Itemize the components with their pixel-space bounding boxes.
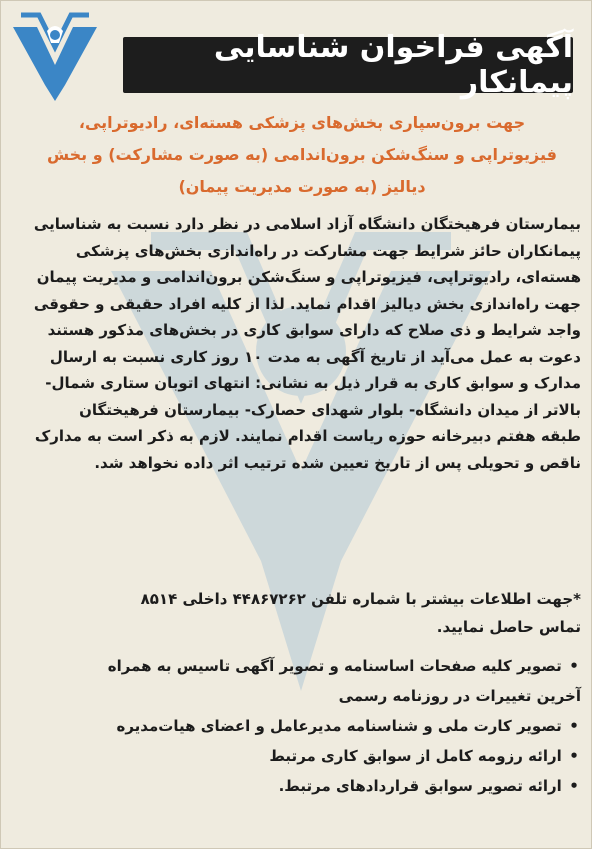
contact-line: تماس حاصل نمایید. [436, 618, 581, 636]
body-line: بیمارستان فرهیختگان دانشگاه آزاد اسلامی در نظر دارد نسبت به شناسایی [33, 215, 581, 233]
bullet-marker: • [569, 717, 579, 735]
bullet-marker: • [569, 747, 579, 765]
title-banner [123, 30, 573, 100]
body-line: بالاتر از میدان دانشگاه- بلوار شهدای حصارک- بیمارستان فرهیختگان [79, 400, 581, 419]
list-item-text: آخرین تغییرات در روزنامه رسمی [338, 687, 581, 705]
list-item [15, 651, 581, 681]
body-line: طبقه هفتم دبیرخانه حوزه ریاست اقدام نمایند. لازم به ذکر است به مدارک [34, 427, 581, 445]
body-line: ناقص و تحویلی پس از تاریخ تعیین شده ترتیب اثر داده نخواهد شد. [94, 453, 581, 472]
subtitle-line: جهت برون‌سپاری بخش‌های پزشکی هسته‌ای، رادیوتراپی، [78, 113, 526, 132]
required-documents-list [15, 651, 581, 801]
list-item-text: تصویر کارت ملی و شناسنامه مدیرعامل و اعضای هیات‌مدیره [116, 717, 562, 735]
subtitle-line: دیالیز (به صورت مدیریت پیمان) [178, 177, 426, 196]
list-item-text: تصویر کلیه صفحات اساسنامه و تصویر آگهی تاسیس به همراه [107, 657, 562, 675]
body-line: واجد شرایط و ذی صلاح که دارای سوابق کاری در بخش‌های مذکور هستند [47, 321, 581, 339]
bullet-marker: • [569, 777, 579, 795]
subtitle [31, 107, 573, 203]
bullet-marker: • [569, 657, 579, 675]
list-item [15, 711, 581, 741]
azad-university-logo-icon [7, 7, 103, 103]
contact-line: *جهت اطلاعات بیشتر با شماره تلفن ۴۴۸۶۷۲۶۲ داخلی ۸۵۱۴ [140, 590, 581, 608]
body-line: مدارک و سوابق کاری به قرار ذیل به نشانی: انتهای اتوبان ستاری شمال- [45, 374, 581, 392]
contact-info [15, 585, 581, 641]
list-item [15, 681, 581, 711]
body-line: هسته‌ای، رادیوتراپی، فیزیوتراپی و سنگ‌شکن برون‌اندامی و مدیریت پیمان [36, 268, 581, 286]
body-line: دعوت به عمل می‌آید از تاریخ آگهی به مدت ۱۰ روز کاری نسبت به ارسال [49, 347, 581, 366]
subtitle-line: فیزیوتراپی و سنگ‌شکن برون‌اندامی (به صورت مشارکت) و بخش [47, 145, 557, 164]
list-item-text: ارائه تصویر سوابق قراردادهای مرتبط. [278, 777, 562, 795]
page-title: آگهی فراخوان شناسایی پیمانکار [213, 30, 573, 100]
list-item [15, 741, 581, 771]
list-item [15, 771, 581, 801]
announcement-body [15, 211, 581, 476]
body-line: جهت راه‌اندازی بخش دیالیز اقدام نماید. لذا از کلیه افراد حقیقی و حقوقی [33, 294, 581, 313]
body-line: پیمانکاران حائز شرایط جهت مشارکت در راه‌اندازی بخش‌های پزشکی [75, 241, 581, 260]
list-item-text: ارائه رزومه کامل از سوابق کاری مرتبط [269, 747, 562, 765]
